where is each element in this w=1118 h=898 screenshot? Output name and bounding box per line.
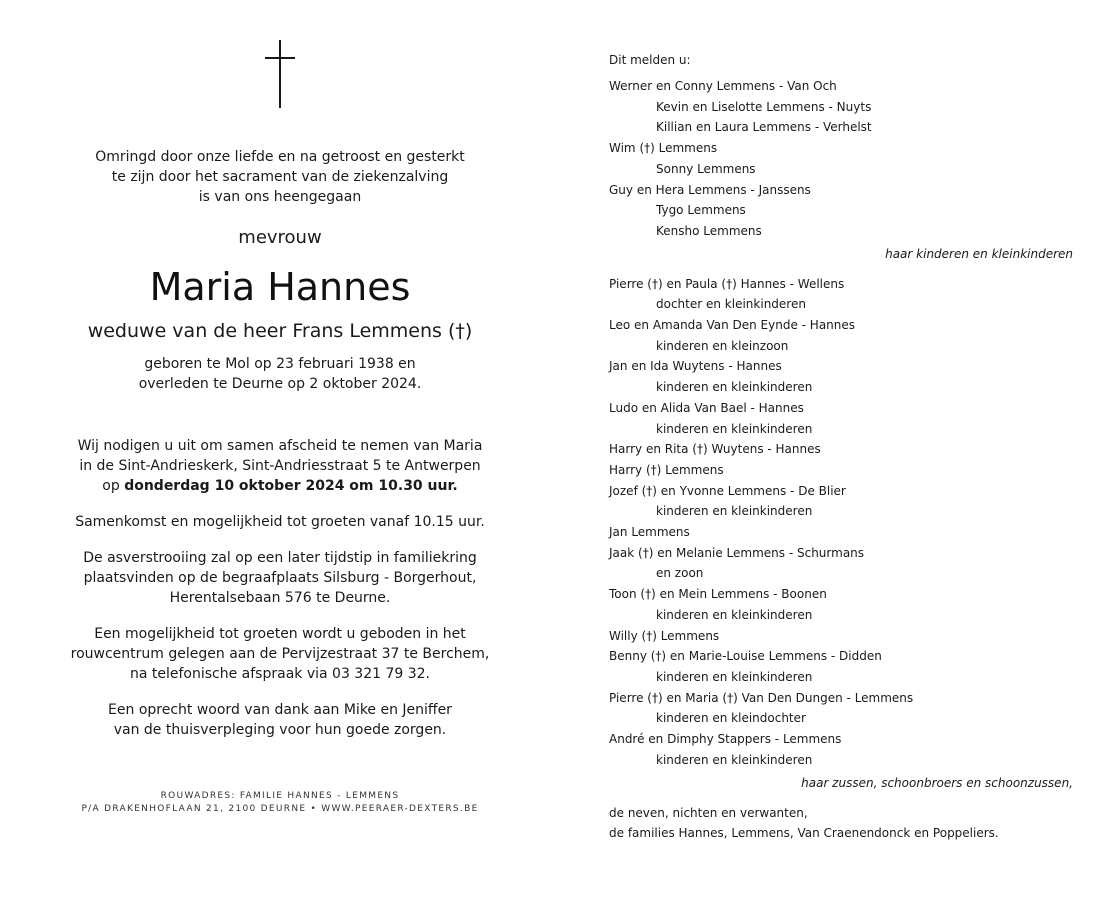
ashes-line: Herentalsebaan 576 te Deurne. (169, 590, 391, 606)
invitation-prefix: op (102, 478, 125, 494)
intro-line: Omringd door onze liefde en na getroost en gesterkt (95, 149, 465, 165)
footer-line: P/A DRAKENHOFLAAN 21, 2100 DEURNE • WWW.PEERAER-DEXTERS.BE (81, 804, 479, 814)
family-subline: Killian en Laura Lemmens - Verhelst (656, 120, 872, 135)
intro-line: is van ons heengegaan (198, 189, 362, 205)
ceremony-datetime: donderdag 10 oktober 2024 om 10.30 uur. (124, 478, 458, 494)
family-member-line: Pierre (†) en Maria (†) Van Den Dungen - Lemmens (609, 690, 914, 705)
invitation-date-line (40, 476, 520, 496)
family-subline: kinderen en kleinkinderen (656, 607, 813, 622)
greeting-line: na telefonische afspraak via 03 321 79 32. (129, 666, 431, 682)
thanks-text (40, 700, 520, 740)
family-column (609, 50, 1073, 843)
address-footer (40, 790, 520, 816)
family-member-line: Harry (†) Lemmens (609, 462, 724, 477)
born-line: overleden te Deurne op 2 oktober 2024. (138, 376, 422, 392)
family-member-line: Willy (†) Lemmens (609, 628, 720, 643)
closing-line: de neven, nichten en verwanten, (609, 805, 808, 820)
siblings-list (609, 274, 1073, 771)
intro-text (40, 147, 520, 207)
family-subline: Sonny Lemmens (656, 161, 756, 176)
footer-line: ROUWADRES: FAMILIE HANNES - LEMMENS (160, 791, 400, 801)
gathering-line: Samenkomst en mogelijkheid tot groeten vanaf 10.15 uur. (75, 514, 485, 530)
invitation-text (40, 436, 520, 496)
cross-icon (265, 40, 295, 110)
thanks-line: Een oprecht woord van dank aan Mike en Jeniffer (108, 702, 452, 718)
family-member-line: Guy en Hera Lemmens - Janssens (609, 182, 811, 197)
family-subline: dochter en kleinkinderen (656, 297, 806, 312)
family-member-line: Jaak (†) en Melanie Lemmens - Schurmans (609, 545, 865, 560)
family-member-line: Wim (†) Lemmens (609, 141, 718, 156)
intro-line: te zijn door het sacrament van de ziekenzalving (111, 169, 449, 185)
invitation-line: in de Sint-Andrieskerk, Sint-Andriesstraat 5 te Antwerpen (79, 458, 481, 474)
family-member-line: Leo en Amanda Van Den Eynde - Hannes (609, 318, 856, 333)
ashes-line: plaatsvinden op de begraafplaats Silsburg - Borgerhout, (83, 570, 477, 586)
greeting-line: Een mogelijkheid tot groeten wordt u geboden in het (94, 626, 466, 642)
deceased-name: Maria Hannes (149, 265, 411, 309)
family-subline: kinderen en kleinzoon (656, 338, 789, 353)
family-subline: kinderen en kleindochter (656, 711, 806, 726)
children-caption: haar kinderen en kleinkinderen (885, 246, 1073, 261)
family-member-line: Benny (†) en Marie-Louise Lemmens - Didden (609, 649, 882, 664)
title-word: mevrouw (238, 227, 322, 248)
family-subline: kinderen en kleinkinderen (656, 421, 813, 436)
family-member-line: Ludo en Alida Van Bael - Hannes (609, 400, 804, 415)
ashes-line: De asverstrooiing zal op een later tijdstip in familiekring (83, 550, 477, 566)
invitation-line: Wij nodigen u uit om samen afscheid te nemen van Maria (77, 438, 483, 454)
gathering-text (40, 512, 520, 532)
siblings-caption: haar zussen, schoonbroers en schoonzussen, (801, 775, 1073, 790)
born-line: geboren te Mol op 23 februari 1938 en (144, 356, 416, 372)
family-member-line: Pierre (†) en Paula (†) Hannes - Wellens (609, 276, 845, 291)
family-subline: Kevin en Liselotte Lemmens - Nuyts (656, 99, 872, 114)
family-member-line: André en Dimphy Stappers - Lemmens (609, 732, 842, 747)
closing-text (609, 803, 1073, 843)
family-subline: kinderen en kleinkinderen (656, 504, 813, 519)
family-member-line: Werner en Conny Lemmens - Van Och (609, 79, 837, 93)
birth-death-text (40, 354, 520, 394)
family-member-line: Jan en Ida Wuytens - Hannes (609, 359, 782, 374)
family-member-line: Jan Lemmens (609, 525, 690, 540)
family-header: Dit melden u: (609, 53, 691, 67)
greeting-line: rouwcentrum gelegen aan de Pervijzestraat 37 te Berchem, (70, 646, 490, 662)
thanks-line: van de thuisverpleging voor hun goede zorgen. (113, 722, 447, 738)
family-subline: Kensho Lemmens (656, 223, 762, 238)
family-subline: en zoon (656, 566, 704, 581)
family-member-line: Jozef (†) en Yvonne Lemmens - De Blier (609, 483, 846, 498)
children-list (609, 76, 1073, 242)
widow-line: weduwe van de heer Frans Lemmens (†) (87, 320, 473, 342)
family-subline: kinderen en kleinkinderen (656, 752, 813, 767)
family-subline: kinderen en kleinkinderen (656, 380, 813, 395)
announcement-column (40, 40, 520, 816)
family-subline: kinderen en kleinkinderen (656, 669, 813, 684)
family-member-line: Toon (†) en Mein Lemmens - Boonen (609, 587, 827, 602)
family-member-line: Harry en Rita (†) Wuytens - Hannes (609, 442, 821, 457)
greeting-text (40, 624, 520, 684)
ashes-text (40, 548, 520, 608)
closing-line: de families Hannes, Lemmens, Van Craenendonck en Poppeliers. (609, 825, 999, 840)
family-subline: Tygo Lemmens (656, 203, 746, 218)
